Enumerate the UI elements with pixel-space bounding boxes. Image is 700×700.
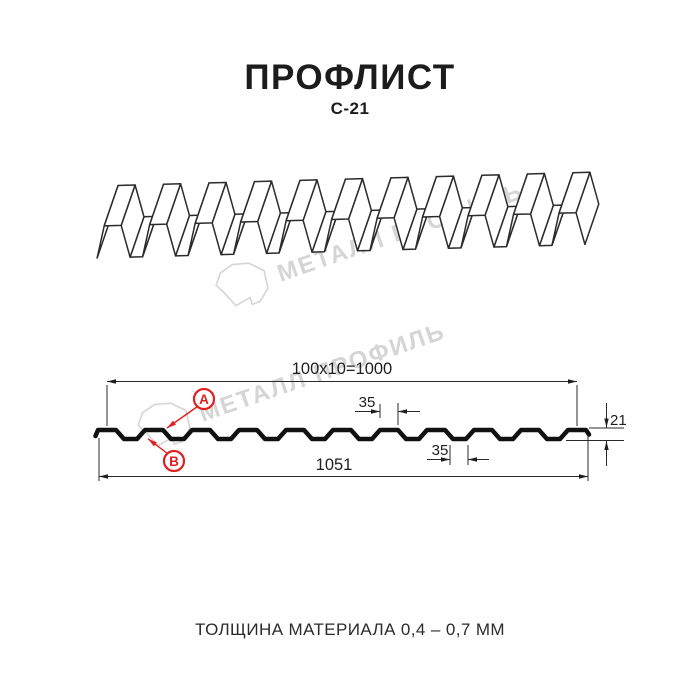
thickness-caption: ТОЛЩИНА МАТЕРИАЛА 0,4 – 0,7 ММ: [195, 620, 505, 639]
profile-outline: [96, 430, 590, 439]
side-a-label: А: [199, 391, 209, 407]
side-b-callout: [148, 439, 184, 471]
dim-top-label: 100x10=1000: [291, 360, 393, 378]
dim-valley-width-label: 35: [431, 442, 449, 459]
page-subtitle: С-21: [330, 99, 370, 118]
dim-bottom-label: 1051: [315, 456, 353, 474]
page-title: ПРОФЛИСТ: [244, 58, 456, 97]
side-a-arrow: [167, 407, 198, 429]
dim-height-label: 21: [610, 412, 627, 429]
side-b-label: В: [169, 453, 179, 469]
cross-section-drawing: [96, 360, 627, 481]
dim-crest-width-label: 35: [358, 394, 376, 411]
